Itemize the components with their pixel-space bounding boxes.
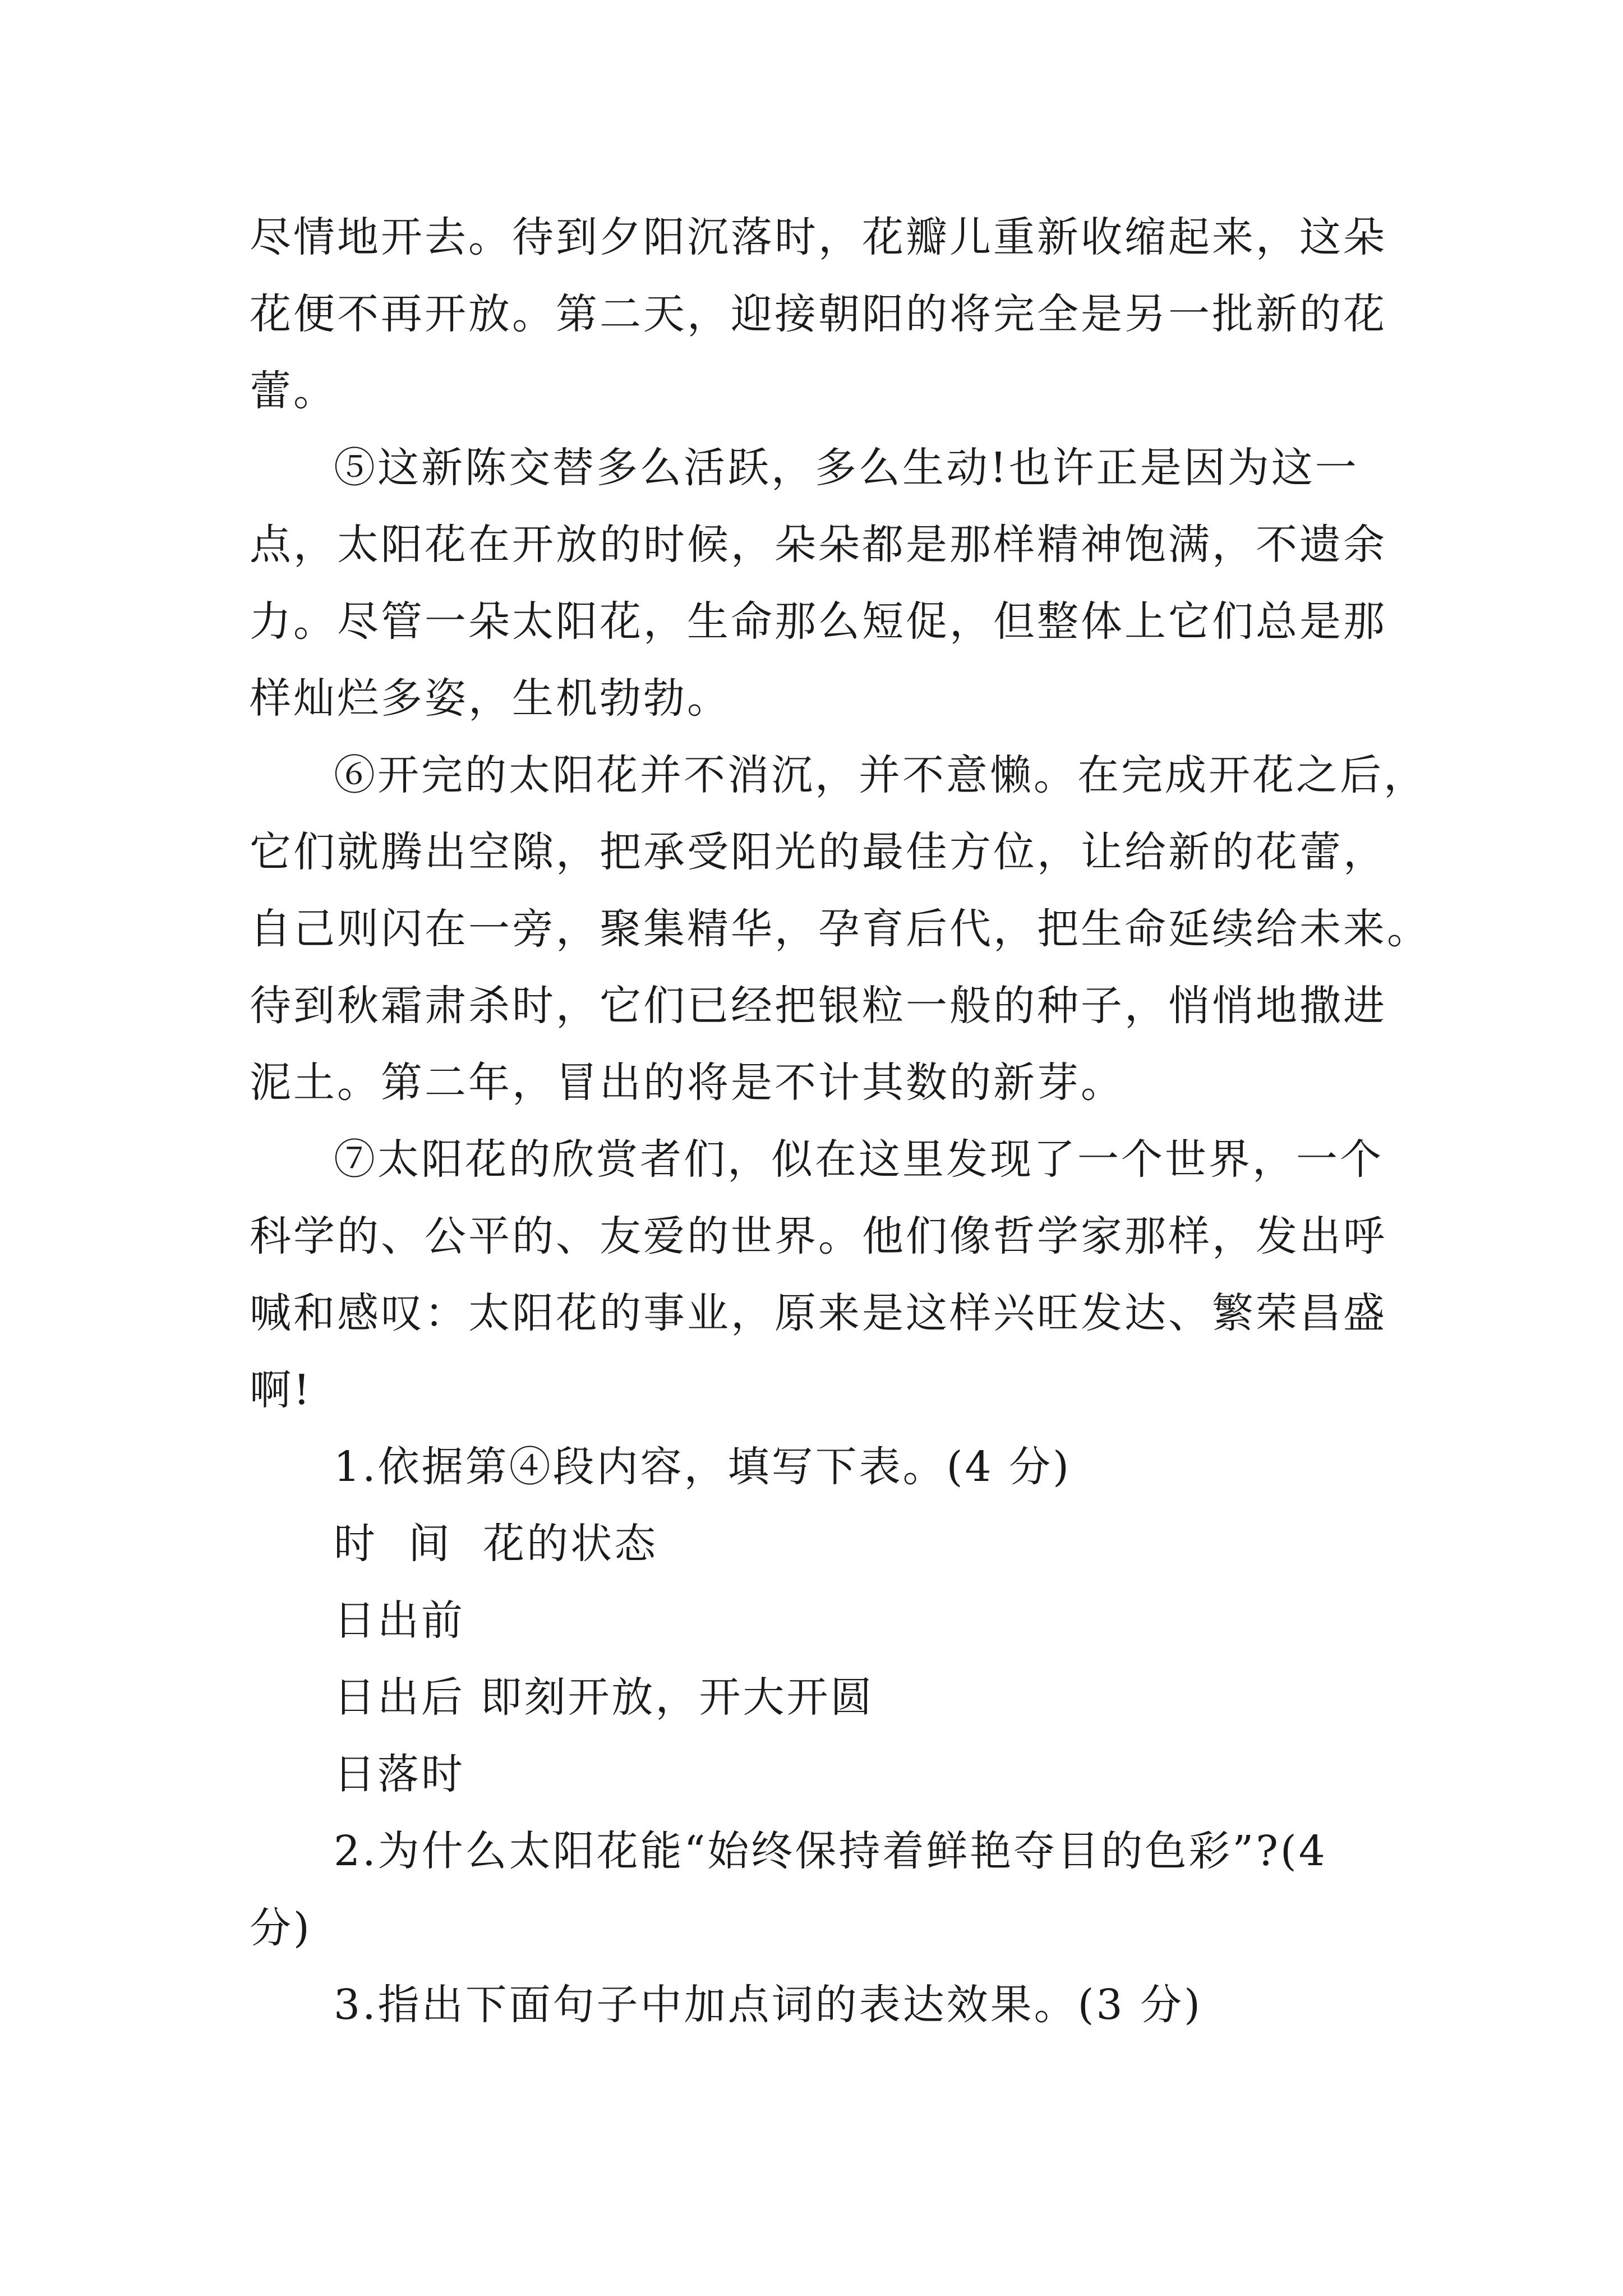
table-row-before-sunrise: 日出前 (334, 1596, 465, 1645)
paragraph-7-start: ⑦太阳花的欣赏者们，似在这里发现了一个世界，一个 (334, 1135, 1384, 1184)
paragraph-5-start: ⑤这新陈交替多么活跃，多么生动!也许正是因为这一 (334, 444, 1359, 492)
text-line: 自己则闪在一旁，聚集精华，孕育后代，把生命延续给未来。 (250, 905, 1431, 953)
table-header-row: 时 间 花的状态 (334, 1520, 658, 1568)
paragraph-6-start: ⑥开完的太阳花并不消沉，并不意懒。在完成开花之后， (334, 751, 1427, 799)
table-row-sunset: 日落时 (334, 1750, 465, 1798)
text-line: 力。尽管一朵太阳花，生命那么短促，但整体上它们总是那 (250, 597, 1387, 646)
text-line: 啊! (250, 1366, 312, 1414)
text-line: 尽情地开去。待到夕阳沉落时，花瓣儿重新收缩起来，这朵 (250, 213, 1387, 261)
question-1: 1.依据第④段内容，填写下表。(4 分) (334, 1443, 1071, 1491)
document-body (250, 199, 1431, 2044)
text-line: 科学的、公平的、友爱的世界。他们像哲学家那样，发出呼 (250, 1212, 1387, 1260)
text-line: 点，太阳花在开放的时候，朵朵都是那样精神饱满，不遗余 (250, 521, 1387, 569)
table-row-after-sunrise: 日出后 即刻开放，开大开圆 (334, 1673, 874, 1722)
text-line: 花便不再开放。第二天，迎接朝阳的将完全是另一批新的花 (250, 290, 1387, 338)
text-line: 样灿烂多姿，生机勃勃。 (250, 674, 731, 723)
text-line: 待到秋霜肃杀时，它们已经把银粒一般的种子，悄悄地撒进 (250, 982, 1387, 1030)
question-3: 3.指出下面句子中加点词的表达效果。(3 分) (334, 1981, 1202, 2029)
text-line: 蕾。 (250, 367, 337, 415)
text-line: 泥土。第二年，冒出的将是不计其数的新芽。 (250, 1059, 1124, 1107)
text-line: 它们就腾出空隙，把承受阳光的最佳方位，让给新的花蕾， (250, 828, 1387, 876)
text-line: 分) (250, 1904, 312, 1952)
question-2: 2.为什么太阳花能“始终保持着鲜艳夺目的色彩”?(4 (334, 1827, 1327, 1875)
text-line: 喊和感叹：太阳花的事业，原来是这样兴旺发达、繁荣昌盛 (250, 1289, 1387, 1337)
